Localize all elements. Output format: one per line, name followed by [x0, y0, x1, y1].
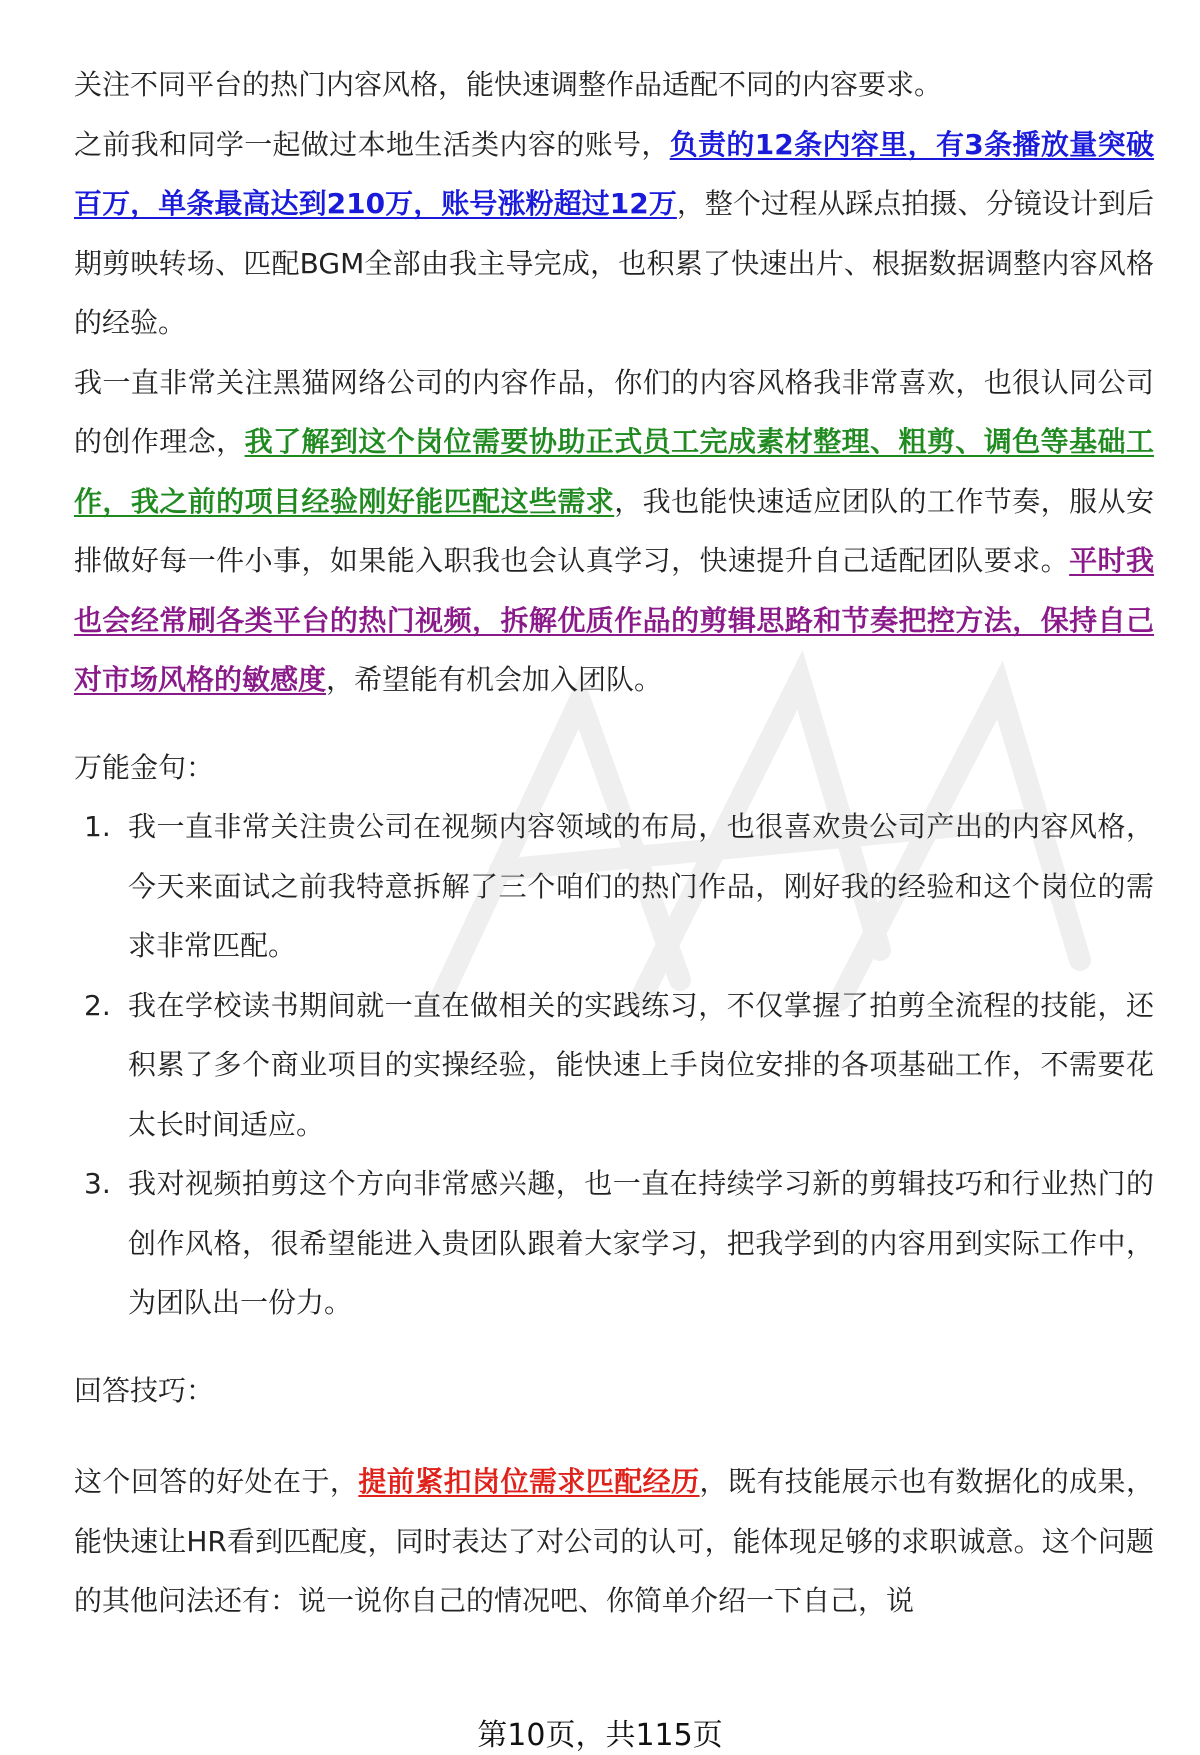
experience-text-before: 之前我和同学一起做过本地生活类内容的账号， — [74, 127, 670, 161]
answer-tips-heading: 回答技巧： — [74, 1373, 215, 1407]
list-item-text: 我对视频拍剪这个方向非常感兴趣，也一直在持续学习新的剪辑技巧和行业热门的创作风格，很希望能进入贵团队跟着大家学习，把我学到的内容用到实际工作中，为团队出一份力。 — [128, 1167, 1154, 1319]
list-item — [74, 1154, 1154, 1333]
company-highlight-habits: 平时我也会经常刷各类平台的热门视频，拆解优质作品的剪辑思路和节奏把控方法，保持自己对市场风格的敏感度 — [74, 544, 1154, 696]
paragraph-intro — [74, 55, 1154, 115]
list-item-number: 2. — [84, 988, 111, 1022]
tips-text-before: 这个回答的好处在于， — [74, 1465, 359, 1498]
tips-text-after: ，既有技能展示也有数据化的成果，能快速让HR看到匹配度，同时表达了对公司的认可，能体现足够的求职诚意。这个问题的其他问法还有：说一说你自己的情况吧、你简单介绍一下自己，说 — [74, 1465, 1154, 1617]
list-item-text: 我一直非常关注贵公司在视频内容领域的布局，也很喜欢贵公司产出的内容风格，今天来面试之前我特意拆解了三个咱们的热门作品，刚好我的经验和这个岗位的需求非常匹配。 — [128, 810, 1154, 962]
paragraph-answer-tips — [74, 1452, 1154, 1631]
list-item-number: 1. — [84, 810, 111, 843]
paragraph-company — [74, 353, 1154, 710]
list-item — [74, 797, 1154, 976]
company-text-after: ，希望能有机会加入团队。 — [326, 663, 663, 696]
list-item-number: 3. — [84, 1167, 111, 1200]
paragraph-experience — [74, 115, 1154, 353]
golden-phrases-list — [74, 797, 1154, 1333]
document-page — [74, 55, 1154, 1631]
company-text-middle: ，我也能快速适应团队的工作节奏，服从安排做好每一件小事，如果能入职我也会认真学习，快速提升自己适配团队要求。 — [74, 484, 1154, 577]
experience-text-after: ，整个过程从踩点拍摄、分镜设计到后期剪映转场、匹配BGM全部由我主导完成，也积累了快速出片、根据数据调整内容风格的经验。 — [74, 187, 1154, 339]
company-text-before: 我一直非常关注黑猫网络公司的内容作品，你们的内容风格我非常喜欢，也很认同公司的创作理念， — [74, 365, 1154, 458]
list-item-text: 我在学校读书期间就一直在做相关的实践练习，不仅掌握了拍剪全流程的技能，还积累了多个商业项目的实操经验，能快速上手岗位安排的各项基础工作，不需要花太长时间适应。 — [128, 988, 1154, 1141]
tips-highlight: 提前紧扣岗位需求匹配经历 — [358, 1465, 700, 1498]
list-item — [74, 976, 1154, 1155]
company-highlight-skills: 我了解到这个岗位需要协助正式员工完成素材整理、粗剪、调色等基础工作，我之前的项目经验刚好能匹配这些需求 — [74, 425, 1154, 518]
paragraph-intro-text: 关注不同平台的热门内容风格，能快速调整作品适配不同的内容要求。 — [74, 68, 943, 101]
experience-highlight: 负责的12条内容里，有3条播放量突破百万，单条最高达到210万，账号涨粉超过12万 — [74, 127, 1154, 220]
page-number-footer: 第10页，共115页 — [477, 1718, 723, 1753]
golden-phrases-heading: 万能金句： — [74, 750, 215, 784]
